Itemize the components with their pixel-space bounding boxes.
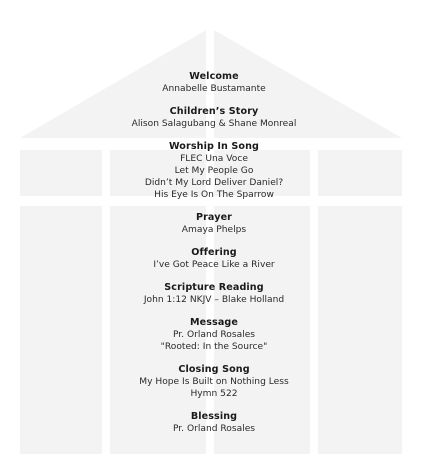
section-heading: Worship In Song	[168, 141, 260, 152]
program-section	[0, 106, 428, 130]
section-line: Alison Salagubang & Shane Monreal	[131, 119, 297, 129]
section-heading: Children’s Story	[169, 106, 259, 117]
section-line: I’ve Got Peace Like a River	[153, 260, 275, 270]
program-section	[0, 364, 428, 400]
section-line: Annabelle Bustamante	[162, 84, 266, 94]
section-line: Hymn 522	[190, 389, 238, 399]
section-heading: Blessing	[190, 411, 238, 422]
section-line: "Rooted: In the Source"	[160, 342, 268, 352]
program-section	[0, 247, 428, 271]
section-heading: Closing Song	[178, 364, 250, 375]
section-line: My Hope Is Built on Nothing Less	[139, 377, 289, 387]
program-section	[0, 71, 428, 95]
program-section	[0, 212, 428, 236]
program-section	[0, 141, 428, 201]
service-program	[0, 71, 428, 446]
section-heading: Welcome	[189, 71, 239, 82]
program-section	[0, 282, 428, 306]
section-line: FLEC Una Voce	[180, 154, 248, 164]
section-line: Pr. Orland Rosales	[172, 424, 256, 434]
section-line: Pr. Orland Rosales	[172, 330, 256, 340]
section-line: John 1:12 NKJV – Blake Holland	[143, 295, 285, 305]
section-line: Let My People Go	[174, 166, 254, 176]
section-heading: Scripture Reading	[164, 282, 264, 293]
section-line: Didn’t My Lord Deliver Daniel?	[144, 178, 284, 188]
program-section	[0, 411, 428, 435]
section-line: Amaya Phelps	[181, 225, 247, 235]
section-heading: Prayer	[195, 212, 233, 223]
program-section	[0, 317, 428, 353]
section-heading: Message	[189, 317, 239, 328]
section-line: His Eye Is On The Sparrow	[154, 190, 274, 200]
section-heading: Offering	[191, 247, 237, 258]
